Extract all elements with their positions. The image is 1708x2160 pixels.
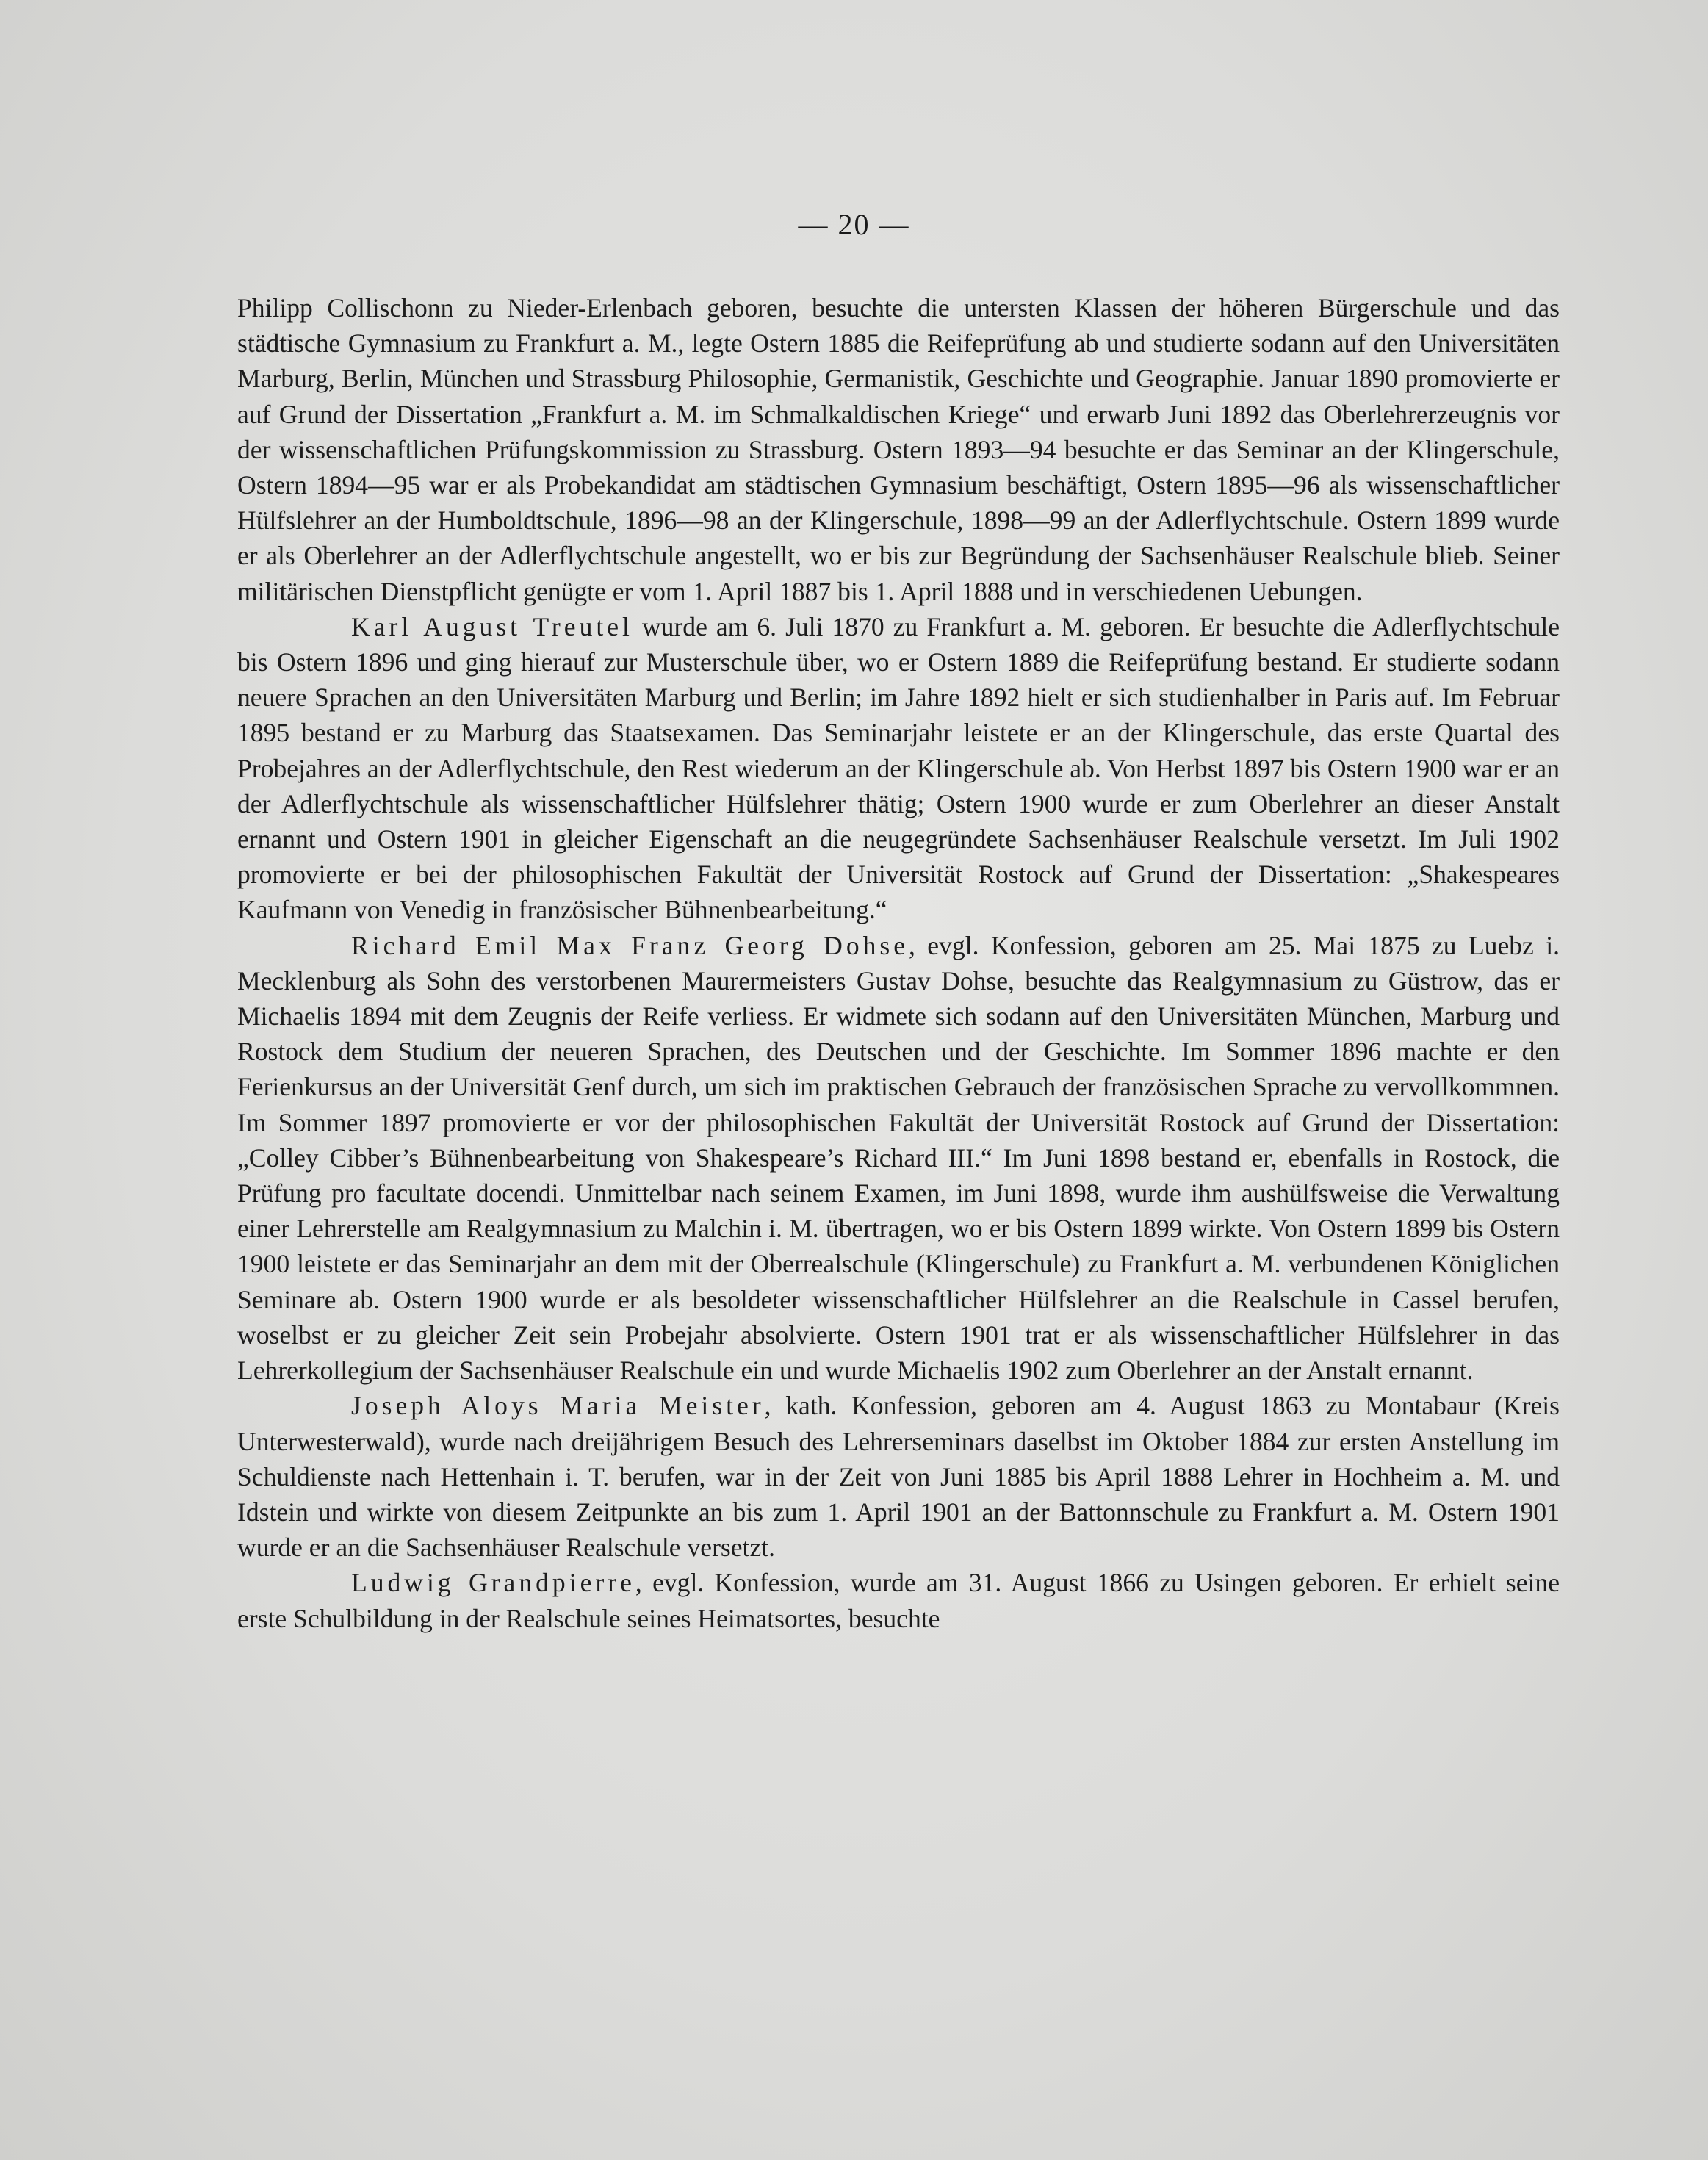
page-number: — 20 — bbox=[798, 208, 910, 241]
paragraph-dohse bbox=[237, 928, 1560, 1389]
paragraph-meister bbox=[237, 1388, 1560, 1565]
paragraph-text: , evgl. Konfession, wurde am 31. August 1866 zu Usingen geboren. Er erhielt seine erste Schulbildung in der Realschule seines Heimatsortes, besuchte bbox=[237, 1568, 1560, 1633]
person-name: Joseph Aloys Maria Meister bbox=[351, 1391, 765, 1421]
paragraph-collischonn bbox=[237, 290, 1560, 609]
paragraph-text: , evgl. Konfession, geboren am 25. Mai 1875 zu Luebz i. Mecklenburg als Sohn des verstorbenen Maurermeisters Gustav Dohse, besuchte das Realgymnasium zu Güstrow, das er Michaelis 1894 mit dem Zeugnis der Reife verliess. Er widmete sich sodann auf den Universitäten München, Marburg und Rostock dem Studium der neueren Sprachen, des Deutschen und der Geschichte. Im Sommer 1896 machte er den Ferienkursus an der Universität Genf durch, um sich im praktischen Gebrauch der französischen Sprache zu vervollkommnen. Im Sommer 1897 promovierte er vor der philosophischen Fakultät der Universität Rostock auf Grund der Dissertation: „Colley Cibber’s Bühnenbearbeitung von Shakespeare’s Richard III.“ Im Juni 1898 bestand er, ebenfalls in Rostock, die Prüfung pro facultate docendi. Unmittelbar nach seinem Examen, im Juni 1898, wurde ihm aushülfsweise die Verwaltung einer Lehrerstelle am Realgymnasium zu Malchin i. M. übertragen, wo er bis Ostern 1899 wirkte. Von Ostern 1899 bis Ostern 1900 leistete er das Seminarjahr an dem mit der Oberrealschule (Klingerschule) zu Frankfurt a. M. verbundenen Königlichen Seminare ab. Ostern 1900 wurde er als besoldeter wissenschaftlicher Hülfslehrer an die Realschule in Cassel berufen, woselbst er zu gleicher Zeit sein Probejahr absolvierte. Ostern 1901 trat er als wissenschaftlicher Hülfslehrer in das Lehrerkollegium der Sachsenhäuser Realschule ein und wurde Michaelis 1902 zum Oberlehrer an der Anstalt ernannt. bbox=[237, 930, 1560, 1386]
document-body bbox=[237, 290, 1560, 1636]
paragraph-text: Philipp Collischonn zu Nieder-Erlenbach geboren, besuchte die untersten Klassen der höheren Bürgerschule und das städtische Gymnasium zu Frankfurt a. M., legte Ostern 1885 die Reifeprüfung ab und studierte sodann auf den Universitäten Marburg, Berlin, München und Strassburg Philosophie, Germanistik, Geschichte und Geographie. Januar 1890 promovierte er auf Grund der Dissertation „Frankfurt a. M. im Schmalkaldischen Kriege“ und erwarb Juni 1892 das Oberlehrerzeugnis vor der wissenschaftlichen Prüfungskommission zu Strassburg. Ostern 1893—94 besuchte er das Seminar an der Klingerschule, Ostern 1894—95 war er als Probekandidat am städtischen Gymnasium beschäftigt, Ostern 1895—96 als wissenschaftlicher Hülfslehrer an der Humboldtschule, 1896—98 an der Klingerschule, 1898—99 an der Adlerflychtschule. Ostern 1899 wurde er als Oberlehrer an der Adlerflychtschule angestellt, wo er bis zur Begründung der Sachsenhäuser Realschule blieb. Seiner militärischen Dienstpflicht genügte er vom 1. April 1887 bis 1. April 1888 und in verschiedenen Uebungen. bbox=[237, 293, 1560, 606]
paragraph-text: wurde am 6. Juli 1870 zu Frankfurt a. M. geboren. Er besuchte die Adlerflychtschule bis Ostern 1896 und ging hierauf zur Musterschule über, wo er Ostern 1889 die Reifeprüfung bestand. Er studierte sodann neuere Sprachen an den Universitäten Marburg und Berlin; im Jahre 1892 hielt er sich studienhalber in Paris auf. Im Februar 1895 bestand er zu Marburg das Staatsexamen. Das Seminarjahr leistete er an der Klingerschule, das erste Quartal des Probejahres an der Adlerflychtschule, den Rest wiederum an der Klingerschule ab. Von Herbst 1897 bis Ostern 1900 war er an der Adlerflychtschule als wissenschaftlicher Hülfslehrer thätig; Ostern 1900 wurde er zum Oberlehrer an dieser Anstalt ernannt und Ostern 1901 in gleicher Eigenschaft an die neugegründete Sachsenhäuser Realschule versetzt. Im Juli 1902 promovierte er bei der philosophischen Fakultät der Universität Rostock auf Grund der Dissertation: „Shakespeares Kaufmann von Venedig in französischer Bühnenbearbeitung.“ bbox=[237, 611, 1560, 925]
person-name: Ludwig Grandpierre bbox=[351, 1568, 635, 1598]
person-name: Richard Emil Max Franz Georg Dohse bbox=[351, 930, 909, 960]
paragraph-grandpierre bbox=[237, 1565, 1560, 1635]
person-name: Karl August Treutel bbox=[351, 611, 633, 641]
paragraph-treutel bbox=[237, 609, 1560, 928]
paragraph-text: , kath. Konfession, geboren am 4. August 1863 zu Montabaur (Kreis Unterwesterwald), wurde nach dreijährigem Besuch des Lehrerseminars daselbst im Oktober 1884 zur ersten Anstellung im Schuldienste nach Hettenhain i. T. berufen, war in der Zeit von Juni 1885 bis April 1888 Lehrer in Hochheim a. M. und Idstein und wirkte von diesem Zeitpunkte an bis zum 1. April 1901 an der Battonnschule zu Frankfurt a. M. Ostern 1901 wurde er an die Sachsenhäuser Realschule versetzt. bbox=[237, 1391, 1560, 1563]
